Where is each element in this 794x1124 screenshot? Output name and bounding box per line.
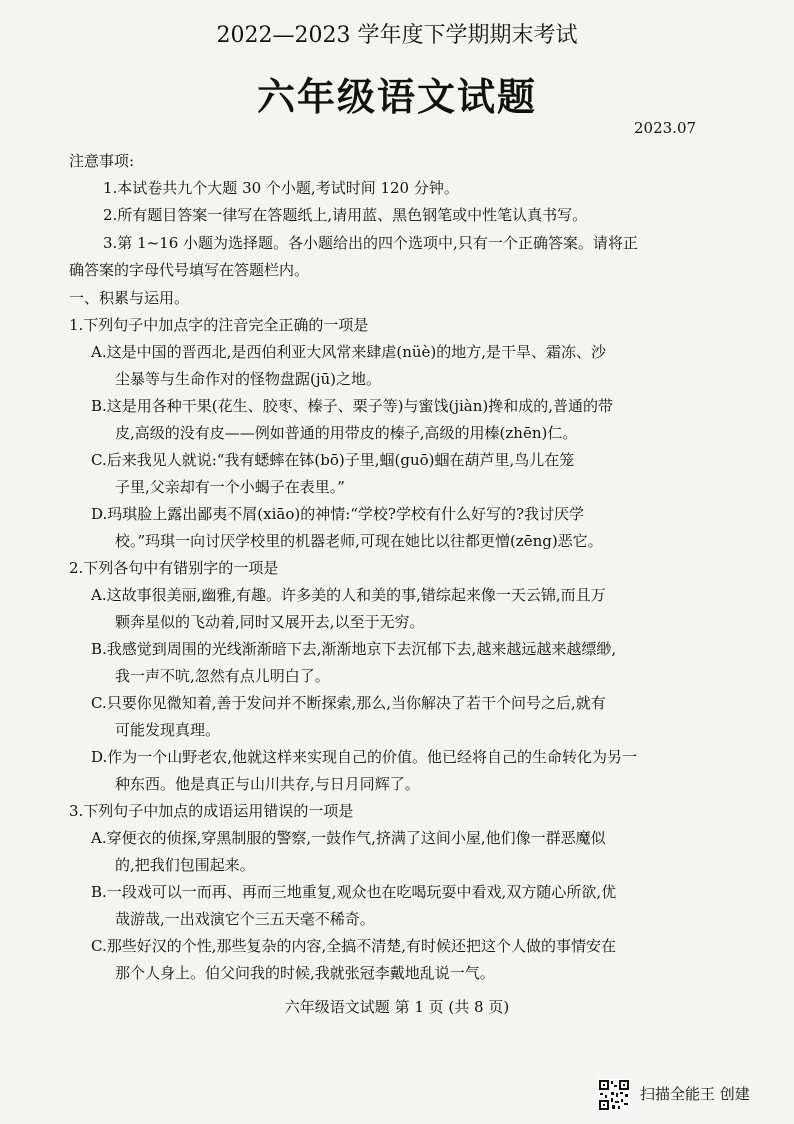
option-b-line1: B.这是用各种干果(花生、胶枣、榛子、栗子等)与蜜饯(jiàn)搀和成的,普通的带 [91, 397, 614, 415]
option-d-line1: D.玛琪脸上露出鄙夷不屑(xiāo)的神情:“学校?学校有什么好写的?我讨厌学 [91, 505, 585, 523]
option-a-line1: A.这故事很美丽,幽雅,有趣。许多美的人和美的事,错综起来像一天云锦,而且万 [91, 586, 606, 604]
option-b-line2: 哉游哉,一出戏演它个三五天毫不稀奇。 [115, 910, 375, 928]
option-a-line1: A.穿便衣的侦探,穿黑制服的警察,一鼓作气,挤满了这间小屋,他们像一群恶魔似 [91, 829, 606, 847]
option-d-line1: D.作为一个山野老农,他就这样来实现自己的价值。他已经将自己的生命转化为另一 [91, 748, 638, 766]
exam-date: 2023.07 [634, 119, 697, 137]
option-b-line1: B.我感觉到周围的光线渐渐暗下去,渐渐地京下去沉郁下去,越来越远越来越缥缈, [91, 640, 617, 658]
option-a-line2: 尘暴等与生命作对的怪物盘踞(jū)之地。 [115, 370, 382, 388]
option-c-line2: 可能发现真理。 [115, 721, 221, 739]
option-d-line2: 种东西。他是真正与山川共存,与日月同辉了。 [115, 775, 420, 793]
page-footer: 六年级语文试题 第 1 页 (共 8 页) [284, 998, 510, 1016]
exam-subtitle: 2022—2023 学年度下学期期末考试 [216, 23, 578, 48]
section-heading: 一、积累与运用。 [69, 289, 190, 307]
option-c-line1: C.那些好汉的个性,那些复杂的内容,全搞不清楚,有时候还把这个人做的事情安在 [91, 937, 617, 955]
notice-item: 确答案的字母代号填写在答题栏内。 [69, 261, 310, 279]
question-stem: 1.下列句子中加点字的注音完全正确的一项是 [69, 316, 369, 334]
notice-item: 1.本试卷共九个大题 30 个小题,考试时间 120 分钟。 [103, 179, 459, 197]
question-stem: 2.下列各句中有错别字的一项是 [69, 559, 279, 577]
option-a-line1: A.这是中国的晋西北,是西伯利亚大风常来肆虐(nüè)的地方,是干旱、霜冻、沙 [91, 343, 607, 361]
option-c-line1: C.只要你见微知着,善于发问并不断探索,那么,当你解决了若干个问号之后,就有 [91, 694, 606, 712]
option-a-line2: 的,把我们包围起来。 [115, 856, 255, 874]
notice-heading: 注意事项: [69, 152, 135, 170]
option-c-line2: 子里,父亲却有一个小蝎子在表里。” [115, 478, 345, 496]
option-d-line2: 校。”玛琪一向讨厌学校里的机器老师,可现在她比以往都更憎(zēng)恶它。 [115, 532, 603, 550]
qr-code-icon [598, 1079, 630, 1111]
option-b-line1: B.一段戏可以一而再、再而三地重复,观众也在吃喝玩耍中看戏,双方随心所欲,优 [91, 883, 617, 901]
option-b-line2: 皮,高级的没有皮——例如普通的用带皮的榛子,高级的用榛(zhēn)仁。 [115, 424, 578, 442]
notice-item: 3.第 1~16 小题为选择题。各小题给出的四个选项中,只有一个正确答案。请将正 [103, 234, 638, 252]
option-a-line2: 颗奔星似的飞动着,同时又展开去,以至于无穷。 [115, 613, 425, 631]
notice-item: 2.所有题目答案一律写在答题纸上,请用蓝、黑色钢笔或中性笔认真书写。 [103, 206, 588, 224]
question-stem: 3.下列句子中加点的成语运用错误的一项是 [69, 802, 354, 820]
option-c-line2: 那个人身上。伯父问我的时候,我就张冠李戴地乱说一气。 [115, 964, 495, 982]
option-c-line1: C.后来我见人就说:“我有蟋蟀在钵(bō)子里,蝈(guō)蝈在葫芦里,鸟儿在笼 [91, 451, 575, 469]
page-title: 六年级语文试题 [256, 74, 537, 119]
option-b-line2: 我一声不吭,忽然有点儿明白了。 [115, 667, 330, 685]
scanner-brand-label: 扫描全能王 创建 [640, 1085, 750, 1103]
